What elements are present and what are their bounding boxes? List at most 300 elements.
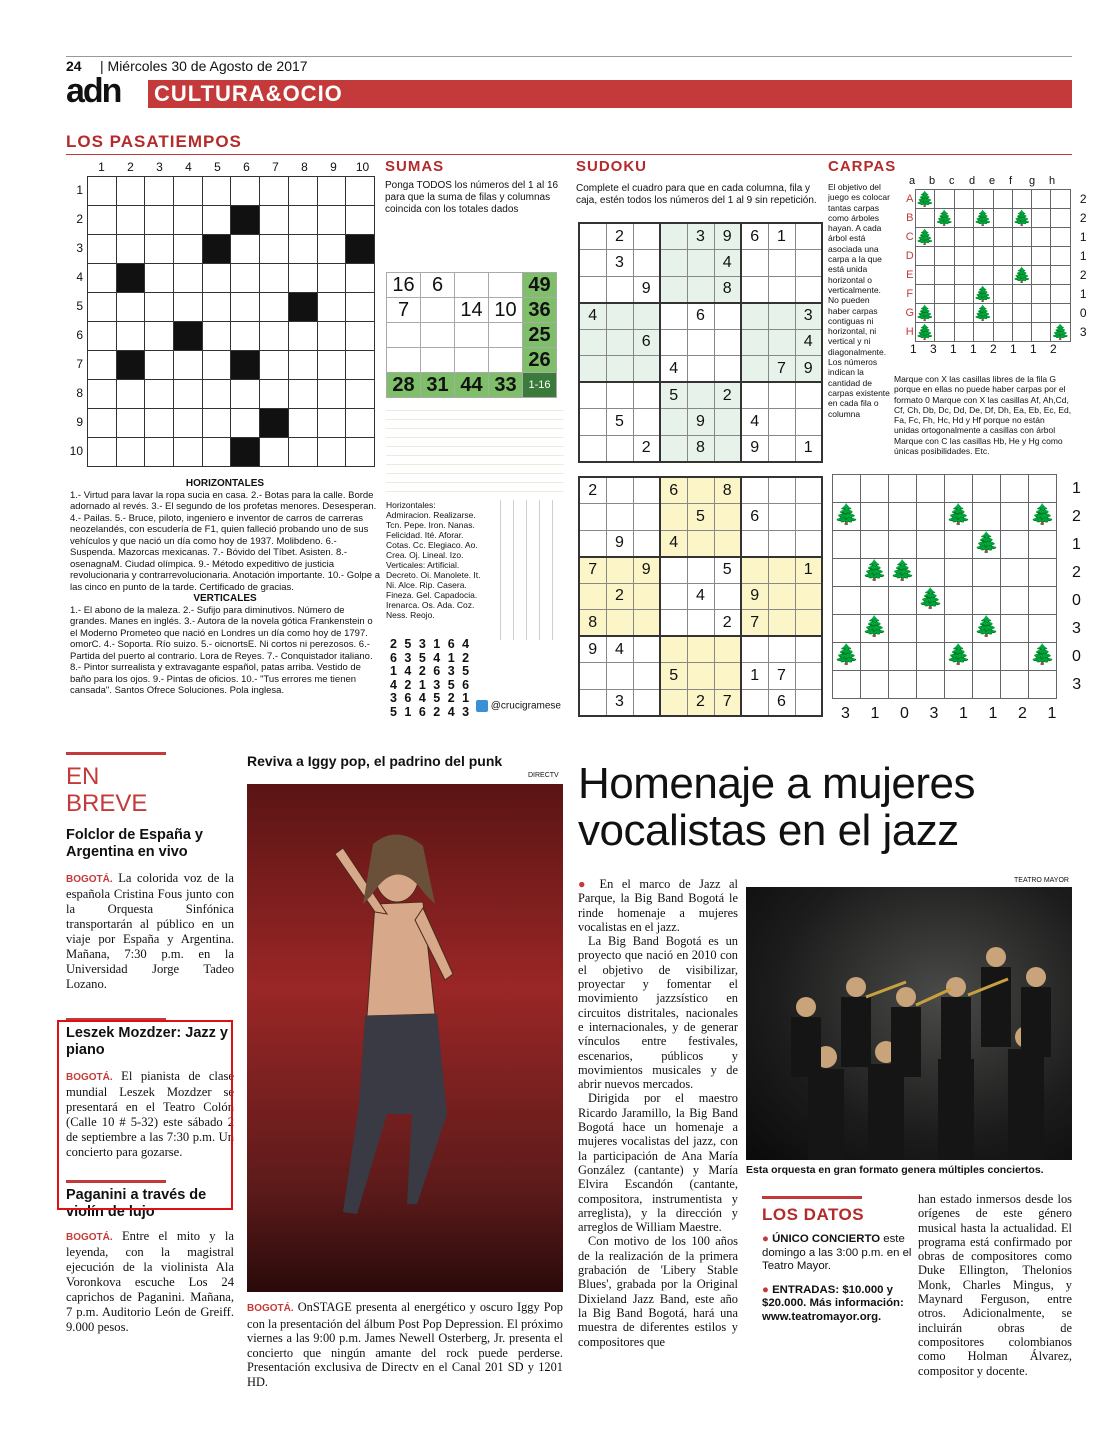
carpas-cell[interactable]: [945, 559, 973, 587]
carpas-cell[interactable]: [1051, 209, 1071, 228]
carpas-cell[interactable]: [993, 209, 1012, 228]
sudoku-cell[interactable]: [768, 477, 795, 504]
carpas-cell[interactable]: [1012, 190, 1032, 209]
carpas-cell[interactable]: [954, 285, 973, 304]
sudoku-cell[interactable]: [633, 504, 660, 531]
carpas-cell[interactable]: [1001, 531, 1029, 559]
sudoku-cell[interactable]: [687, 557, 714, 584]
crossword-cell[interactable]: [202, 380, 231, 409]
crossword-cell[interactable]: [202, 438, 231, 467]
sudoku-cell[interactable]: 4: [741, 409, 768, 436]
sudoku-cell[interactable]: [579, 530, 606, 557]
crossword-cell[interactable]: [317, 380, 346, 409]
sudoku-cell[interactable]: [633, 663, 660, 690]
sudoku-cell[interactable]: 6: [633, 329, 660, 356]
sudoku-cell[interactable]: [606, 329, 633, 356]
carpas-cell[interactable]: [1012, 228, 1032, 247]
sudoku-cell[interactable]: [633, 223, 660, 250]
sudoku-cell[interactable]: 1: [768, 223, 795, 250]
crossword-cell[interactable]: [202, 351, 231, 380]
sudoku-cell[interactable]: [660, 303, 687, 330]
crossword-cell[interactable]: [317, 322, 346, 351]
crossword-cell[interactable]: [116, 264, 145, 293]
sudoku-cell[interactable]: [687, 477, 714, 504]
crossword-cell[interactable]: [260, 351, 289, 380]
sudoku-cell[interactable]: 9: [714, 223, 741, 250]
sudoku-cell[interactable]: 8: [579, 610, 606, 637]
sumas-cell[interactable]: [489, 273, 523, 298]
sudoku-cell[interactable]: 6: [768, 689, 795, 716]
carpas-cell[interactable]: [889, 643, 917, 671]
crossword-cell[interactable]: [288, 322, 317, 351]
carpas-cell[interactable]: [1012, 323, 1032, 342]
sudoku-cell[interactable]: [660, 610, 687, 637]
sudoku-cell[interactable]: 9: [579, 636, 606, 663]
carpas-cell[interactable]: [1032, 304, 1051, 323]
carpas-cell[interactable]: [1051, 266, 1071, 285]
sudoku-cell[interactable]: 7: [768, 356, 795, 383]
sudoku-cell[interactable]: [768, 530, 795, 557]
carpas-cell[interactable]: [1001, 559, 1029, 587]
carpas-cell[interactable]: [993, 285, 1012, 304]
sudoku-cell[interactable]: [660, 276, 687, 303]
sudoku-cell[interactable]: [768, 504, 795, 531]
sudoku-cell[interactable]: 3: [687, 223, 714, 250]
crossword-cell[interactable]: [88, 380, 117, 409]
crossword-cell[interactable]: [116, 438, 145, 467]
crossword-cell[interactable]: [288, 235, 317, 264]
carpas-cell[interactable]: [889, 531, 917, 559]
carpas-cell[interactable]: [1029, 615, 1057, 643]
sudoku-cell[interactable]: [633, 303, 660, 330]
crossword-cell[interactable]: [317, 293, 346, 322]
carpas-cell[interactable]: [1029, 587, 1057, 615]
sudoku-cell[interactable]: [714, 435, 741, 462]
sumas-cell[interactable]: [421, 298, 455, 323]
tree-icon[interactable]: 🌲: [945, 643, 973, 671]
crossword-cell[interactable]: [88, 177, 117, 206]
sudoku-cell[interactable]: 7: [579, 557, 606, 584]
tree-icon[interactable]: 🌲: [861, 615, 889, 643]
carpas-cell[interactable]: [1032, 209, 1051, 228]
crossword-cell[interactable]: [88, 264, 117, 293]
crossword-cell[interactable]: [231, 438, 260, 467]
sudoku-cell[interactable]: [768, 329, 795, 356]
carpas-cell[interactable]: [993, 190, 1012, 209]
tree-icon[interactable]: 🌲: [915, 304, 935, 322]
sudoku-cell[interactable]: [579, 250, 606, 277]
carpas-cell[interactable]: [917, 671, 945, 699]
sudoku-cell[interactable]: [633, 530, 660, 557]
crossword-cell[interactable]: [174, 351, 203, 380]
sudoku-cell[interactable]: 5: [606, 409, 633, 436]
crossword-cell[interactable]: [116, 409, 145, 438]
carpas-cell[interactable]: [1032, 247, 1051, 266]
sudoku-cell[interactable]: [795, 276, 822, 303]
sumas-cell[interactable]: [387, 348, 421, 373]
tree-icon[interactable]: 🌲: [889, 559, 917, 587]
crossword-cell[interactable]: [116, 380, 145, 409]
sudoku-cell[interactable]: [687, 636, 714, 663]
crossword-cell[interactable]: [145, 409, 174, 438]
crossword-cell[interactable]: [202, 409, 231, 438]
sudoku-cell[interactable]: [741, 689, 768, 716]
sudoku-cell[interactable]: [795, 663, 822, 690]
sudoku-cell[interactable]: [768, 409, 795, 436]
carpas-cell[interactable]: [1032, 285, 1051, 304]
crossword-cell[interactable]: [145, 351, 174, 380]
tree-icon[interactable]: 🌲: [1012, 266, 1032, 284]
sudoku-cell[interactable]: 4: [687, 583, 714, 610]
carpas-cell[interactable]: [1032, 190, 1051, 209]
sudoku-cell[interactable]: [768, 610, 795, 637]
carpas-cell[interactable]: [973, 643, 1001, 671]
carpas-cell[interactable]: [973, 190, 993, 209]
sudoku-cell[interactable]: 3: [606, 250, 633, 277]
carpas-cell[interactable]: [1001, 503, 1029, 531]
carpas-cell[interactable]: [889, 615, 917, 643]
carpas-cell[interactable]: [1001, 615, 1029, 643]
carpas-cell[interactable]: [954, 266, 973, 285]
sudoku-cell[interactable]: [633, 689, 660, 716]
carpas-cell[interactable]: [861, 587, 889, 615]
sudoku-cell[interactable]: 6: [660, 477, 687, 504]
crossword-cell[interactable]: [174, 409, 203, 438]
carpas-cell[interactable]: [973, 503, 1001, 531]
carpas-cell[interactable]: [935, 247, 955, 266]
carpas-cell[interactable]: [973, 475, 1001, 503]
crossword-cell[interactable]: [260, 235, 289, 264]
sudoku-cell[interactable]: 4: [660, 530, 687, 557]
sudoku-cell[interactable]: [741, 382, 768, 409]
carpas-cell[interactable]: [1029, 531, 1057, 559]
sudoku-cell[interactable]: [741, 250, 768, 277]
crossword-cell[interactable]: [317, 264, 346, 293]
crossword-cell[interactable]: [88, 206, 117, 235]
sumas-cell[interactable]: 6: [421, 273, 455, 298]
sudoku-cell[interactable]: [660, 636, 687, 663]
sudoku-cell[interactable]: [768, 276, 795, 303]
tree-icon[interactable]: 🌲: [833, 643, 861, 671]
carpas-cell[interactable]: [973, 671, 1001, 699]
crossword-cell[interactable]: [231, 322, 260, 351]
sudoku-cell[interactable]: 9: [633, 276, 660, 303]
sumas-cell[interactable]: [387, 323, 421, 348]
crossword-cell[interactable]: [88, 235, 117, 264]
crossword-cell[interactable]: [231, 206, 260, 235]
crossword-cell[interactable]: [288, 380, 317, 409]
crossword-cell[interactable]: [317, 438, 346, 467]
sudoku-cell[interactable]: [579, 689, 606, 716]
crossword-cell[interactable]: [145, 322, 174, 351]
sudoku-cell[interactable]: [768, 250, 795, 277]
sudoku-cell[interactable]: 9: [741, 583, 768, 610]
tree-icon[interactable]: 🌲: [945, 503, 973, 531]
sudoku-cell[interactable]: [687, 610, 714, 637]
sudoku-cell[interactable]: 4: [606, 636, 633, 663]
carpas-cell[interactable]: [1051, 247, 1071, 266]
carpas-cell[interactable]: [973, 228, 993, 247]
sudoku-cell[interactable]: 5: [660, 382, 687, 409]
carpas-cell[interactable]: [935, 285, 955, 304]
sumas-cell[interactable]: [489, 348, 523, 373]
crossword-cell[interactable]: [260, 438, 289, 467]
carpas-cell[interactable]: [954, 209, 973, 228]
carpas-cell[interactable]: [993, 247, 1012, 266]
crossword-cell[interactable]: [116, 322, 145, 351]
sudoku-cell[interactable]: [606, 557, 633, 584]
tree-icon[interactable]: 🌲: [1051, 323, 1070, 341]
tree-icon[interactable]: 🌲: [973, 304, 993, 322]
sudoku-cell[interactable]: [768, 557, 795, 584]
crossword-cell[interactable]: [346, 409, 375, 438]
crossword-cell[interactable]: [288, 351, 317, 380]
carpas-cell[interactable]: [1001, 587, 1029, 615]
sudoku-cell[interactable]: 5: [714, 557, 741, 584]
sudoku-cell[interactable]: 2: [606, 223, 633, 250]
carpas-cell[interactable]: [917, 615, 945, 643]
sudoku-cell[interactable]: [795, 583, 822, 610]
sudoku-cell[interactable]: [579, 504, 606, 531]
sudoku-cell[interactable]: [714, 504, 741, 531]
carpas-cell[interactable]: [1032, 266, 1051, 285]
carpas-cell[interactable]: [861, 531, 889, 559]
sudoku-cell[interactable]: 1: [795, 557, 822, 584]
carpas-cell[interactable]: [889, 475, 917, 503]
sudoku-cell[interactable]: [687, 382, 714, 409]
sudoku-cell[interactable]: [741, 636, 768, 663]
carpas-cell[interactable]: [935, 190, 955, 209]
tree-icon[interactable]: 🌲: [973, 615, 1001, 643]
carpas-cell[interactable]: [889, 503, 917, 531]
sudoku-cell[interactable]: [687, 250, 714, 277]
sudoku-cell[interactable]: 7: [714, 689, 741, 716]
sudoku-cell[interactable]: 7: [768, 663, 795, 690]
carpas-cell[interactable]: [917, 531, 945, 559]
sudoku-cell[interactable]: [606, 435, 633, 462]
sudoku-cell[interactable]: 9: [606, 530, 633, 557]
carpas-cell[interactable]: [1032, 323, 1051, 342]
crossword-cell[interactable]: [231, 177, 260, 206]
crossword-cell[interactable]: [260, 177, 289, 206]
sudoku-cell[interactable]: [606, 504, 633, 531]
crossword-cell[interactable]: [260, 322, 289, 351]
sudoku-cell[interactable]: 2: [633, 435, 660, 462]
crossword-cell[interactable]: [202, 206, 231, 235]
carpas-cell[interactable]: [917, 503, 945, 531]
crossword-cell[interactable]: [317, 351, 346, 380]
sudoku-cell[interactable]: [579, 356, 606, 383]
carpas-cell[interactable]: [935, 266, 955, 285]
crossword-cell[interactable]: [202, 264, 231, 293]
crossword-cell[interactable]: [260, 409, 289, 438]
crossword-cell[interactable]: [288, 293, 317, 322]
crossword-cell[interactable]: [88, 438, 117, 467]
carpas-cell[interactable]: [1001, 671, 1029, 699]
sudoku-cell[interactable]: 4: [579, 303, 606, 330]
sumas-cell[interactable]: 7: [387, 298, 421, 323]
crossword-cell[interactable]: [174, 438, 203, 467]
carpas-cell[interactable]: [1012, 247, 1032, 266]
carpas-cell[interactable]: [915, 209, 935, 228]
sudoku-cell[interactable]: [741, 329, 768, 356]
carpas-cell[interactable]: [1001, 643, 1029, 671]
crossword-cell[interactable]: [116, 351, 145, 380]
carpas-cell[interactable]: [1029, 559, 1057, 587]
carpas-cell[interactable]: [833, 671, 861, 699]
sudoku-cell[interactable]: [714, 329, 741, 356]
sudoku-cell[interactable]: [606, 610, 633, 637]
carpas-cell[interactable]: [1051, 304, 1071, 323]
sudoku-cell[interactable]: 2: [579, 477, 606, 504]
crossword-cell[interactable]: [88, 322, 117, 351]
sudoku-cell[interactable]: [768, 303, 795, 330]
sudoku-cell[interactable]: [741, 530, 768, 557]
crossword-cell[interactable]: [288, 206, 317, 235]
sudoku-cell[interactable]: 6: [741, 223, 768, 250]
sudoku-cell[interactable]: [687, 329, 714, 356]
sudoku-cell[interactable]: [795, 223, 822, 250]
crossword-cell[interactable]: [202, 293, 231, 322]
sudoku-cell[interactable]: [606, 356, 633, 383]
sudoku-cell[interactable]: [687, 530, 714, 557]
carpas-cell[interactable]: [889, 671, 917, 699]
sudoku-cell[interactable]: [741, 303, 768, 330]
crossword-cell[interactable]: [231, 235, 260, 264]
crossword-cell[interactable]: [346, 206, 375, 235]
crossword-cell[interactable]: [145, 380, 174, 409]
carpas-cell[interactable]: [935, 323, 955, 342]
tree-icon[interactable]: 🌲: [935, 209, 954, 227]
sudoku-cell[interactable]: [714, 409, 741, 436]
crossword-cell[interactable]: [88, 293, 117, 322]
crossword-cell[interactable]: [174, 380, 203, 409]
carpas-cell[interactable]: [861, 475, 889, 503]
crossword-cell[interactable]: [116, 235, 145, 264]
carpas-cell[interactable]: [993, 228, 1012, 247]
sudoku-cell[interactable]: [795, 636, 822, 663]
crossword-cell[interactable]: [231, 293, 260, 322]
sudoku-cell[interactable]: 3: [795, 303, 822, 330]
sudoku-cell[interactable]: [606, 276, 633, 303]
sudoku-cell[interactable]: [714, 356, 741, 383]
tree-icon[interactable]: 🌲: [1029, 503, 1057, 531]
crossword-cell[interactable]: [317, 409, 346, 438]
sudoku-cell[interactable]: [741, 477, 768, 504]
sudoku-cell[interactable]: [606, 663, 633, 690]
sudoku-cell[interactable]: [660, 250, 687, 277]
sudoku-cell[interactable]: 1: [741, 663, 768, 690]
sudoku-cell[interactable]: [687, 356, 714, 383]
crossword-cell[interactable]: [260, 293, 289, 322]
sudoku-cell[interactable]: [687, 276, 714, 303]
tree-icon[interactable]: 🌲: [1029, 643, 1057, 671]
sudoku-cell[interactable]: [768, 382, 795, 409]
sudoku-cell[interactable]: [606, 382, 633, 409]
sudoku-cell[interactable]: [660, 435, 687, 462]
carpas-cell[interactable]: [915, 266, 935, 285]
sudoku-cell[interactable]: [579, 409, 606, 436]
crossword-cell[interactable]: [145, 177, 174, 206]
crossword-cell[interactable]: [116, 206, 145, 235]
sudoku-cell[interactable]: [714, 663, 741, 690]
sudoku-cell[interactable]: [660, 583, 687, 610]
carpas-cell[interactable]: [833, 531, 861, 559]
sumas-cell[interactable]: [421, 348, 455, 373]
sudoku-cell[interactable]: 7: [741, 610, 768, 637]
sudoku-cell[interactable]: 9: [741, 435, 768, 462]
sudoku-cell[interactable]: 8: [687, 435, 714, 462]
crossword-cell[interactable]: [116, 293, 145, 322]
crossword-cell[interactable]: [231, 380, 260, 409]
sudoku-cell[interactable]: 4: [795, 329, 822, 356]
carpas-cell[interactable]: [917, 475, 945, 503]
crossword-cell[interactable]: [145, 264, 174, 293]
tree-icon[interactable]: 🌲: [861, 559, 889, 587]
crossword-cell[interactable]: [346, 235, 375, 264]
sudoku-cell[interactable]: 4: [714, 250, 741, 277]
sudoku-cell[interactable]: [687, 663, 714, 690]
crossword-cell[interactable]: [346, 380, 375, 409]
carpas-cell[interactable]: [1051, 190, 1071, 209]
crossword-cell[interactable]: [231, 264, 260, 293]
carpas-cell[interactable]: [861, 503, 889, 531]
crossword-cell[interactable]: [346, 264, 375, 293]
carpas-cell[interactable]: [973, 323, 993, 342]
crossword-cell[interactable]: [346, 438, 375, 467]
crossword-cell[interactable]: [288, 409, 317, 438]
crossword-cell[interactable]: [317, 177, 346, 206]
carpas-cell[interactable]: [993, 323, 1012, 342]
carpas-cell[interactable]: [917, 559, 945, 587]
crossword-cell[interactable]: [145, 206, 174, 235]
sudoku-cell[interactable]: [741, 276, 768, 303]
sudoku-cell[interactable]: [660, 329, 687, 356]
sudoku-cell[interactable]: 2: [687, 689, 714, 716]
carpas-cell[interactable]: [1051, 228, 1071, 247]
sudoku-cell[interactable]: 9: [687, 409, 714, 436]
crossword-cell[interactable]: [260, 264, 289, 293]
sudoku-cell[interactable]: 6: [687, 303, 714, 330]
crossword-cell[interactable]: [288, 177, 317, 206]
sudoku-cell[interactable]: [633, 250, 660, 277]
carpas-cell[interactable]: [954, 247, 973, 266]
sudoku-cell[interactable]: [633, 356, 660, 383]
crossword-cell[interactable]: [88, 409, 117, 438]
carpas-cell[interactable]: [1012, 304, 1032, 323]
sudoku-cell[interactable]: [795, 530, 822, 557]
sudoku-cell[interactable]: [660, 557, 687, 584]
sudoku-cell[interactable]: 2: [714, 610, 741, 637]
sumas-cell[interactable]: [421, 323, 455, 348]
sudoku-cell[interactable]: 9: [795, 356, 822, 383]
carpas-cell[interactable]: [993, 266, 1012, 285]
sudoku-cell[interactable]: [795, 477, 822, 504]
sudoku-cell[interactable]: [579, 583, 606, 610]
sudoku-cell[interactable]: [714, 303, 741, 330]
sudoku-cell[interactable]: 9: [633, 557, 660, 584]
carpas-cell[interactable]: [833, 587, 861, 615]
sudoku-cell[interactable]: 5: [687, 504, 714, 531]
carpas-cell[interactable]: [935, 228, 955, 247]
carpas-cell[interactable]: [954, 323, 973, 342]
sudoku-cell[interactable]: [579, 663, 606, 690]
carpas-cell[interactable]: [935, 304, 955, 323]
tree-icon[interactable]: 🌲: [915, 228, 935, 246]
crossword-cell[interactable]: [288, 438, 317, 467]
crossword-cell[interactable]: [174, 235, 203, 264]
crossword-cell[interactable]: [145, 235, 174, 264]
